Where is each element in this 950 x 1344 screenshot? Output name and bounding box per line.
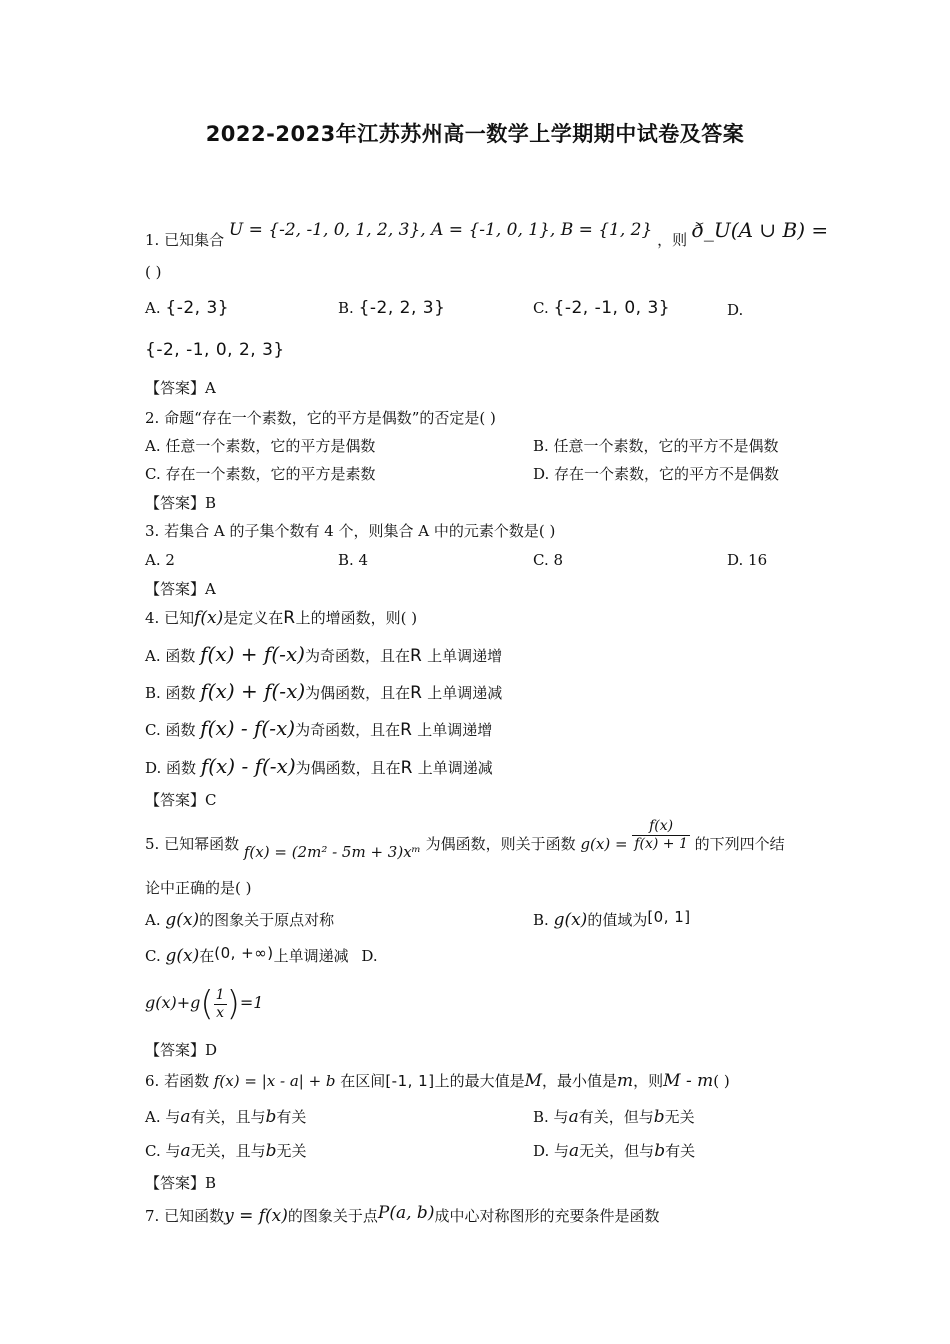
q4-stem-b: 是定义在 <box>223 609 284 627</box>
q6-c-5: 无关 <box>276 1142 307 1160</box>
q6-m: m <box>617 1071 634 1091</box>
q4-option-d <box>145 756 493 778</box>
q4-a-real: R <box>409 646 423 666</box>
q5-f-expr: f(x) = (2m² - 5m + 3)xᵐ <box>243 843 421 861</box>
q1-paren: ( ) <box>145 263 162 281</box>
q6-c-1: C. 与 <box>145 1142 181 1160</box>
q6-b-1: B. 与 <box>533 1108 569 1126</box>
q4-option-b <box>145 681 502 703</box>
q2-option-a: A. 任意一个素数，它的平方是偶数 <box>145 437 376 455</box>
q6-answer: 【答案】B <box>145 1174 217 1192</box>
q4-d-post: 上单调递减 <box>417 759 493 777</box>
q6-option-a <box>145 1107 306 1127</box>
q6-a-5: 有关 <box>276 1108 307 1126</box>
q1-option-b-label: B. <box>338 299 354 317</box>
q1-option-a <box>145 298 229 318</box>
q5-option-d <box>145 986 263 1022</box>
q5-a-pre: A. <box>145 911 161 929</box>
q4-a-mid: 为奇函数，且在 <box>304 647 410 665</box>
q4-answer: 【答案】C <box>145 791 217 809</box>
q6-c-2: a <box>180 1141 191 1161</box>
q5-c-expr: g(x) <box>165 946 200 966</box>
q4-c-expr: f(x) - f(-x) <box>200 716 296 740</box>
q5-option-b <box>533 910 691 930</box>
q4-d-mid: 为偶函数，且在 <box>295 759 401 777</box>
q5-d-label: D. <box>361 947 378 965</box>
q6-stem-a: 6. 若函数 <box>145 1072 210 1090</box>
q1-option-c-text: {-2, -1, 0, 3} <box>553 298 671 318</box>
q4-b-expr: f(x) + f(-x) <box>200 679 306 703</box>
q2-answer: 【答案】B <box>145 494 217 512</box>
q6-stem-f: ( ) <box>713 1072 730 1090</box>
q5-c-interval: (0, +∞) <box>214 944 274 962</box>
q5-b-range: [0, 1] <box>647 908 691 926</box>
q4-b-pre: B. 函数 <box>145 684 196 702</box>
q6-f-expr: f(x) = |x - a| + b <box>213 1072 336 1090</box>
q5-a-expr: g(x) <box>165 910 200 930</box>
q6-a-1: A. 与 <box>145 1108 181 1126</box>
q2-option-b: B. 任意一个素数，它的平方不是偶数 <box>533 437 779 455</box>
q6-option-d <box>533 1141 695 1161</box>
q4-a-post: 上单调递增 <box>427 647 503 665</box>
q6-d-1: D. 与 <box>533 1142 570 1160</box>
q4-c-real: R <box>400 720 413 740</box>
q4-c-pre: C. 函数 <box>145 721 196 739</box>
q6-stem-c: 上的最大值是 <box>434 1072 525 1090</box>
q1-stem-text: 1. 已知集合 <box>145 231 225 249</box>
q4-d-real: R <box>400 758 413 778</box>
q6-diff: M - m <box>663 1071 714 1091</box>
q1-option-c <box>533 298 670 318</box>
q1-option-d-text: {-2, -1, 0, 2, 3} <box>145 340 285 360</box>
q5-d-fraction <box>214 987 227 1022</box>
q5-stem-a: 5. 已知幂函数 <box>145 835 240 853</box>
q4-a-pre: A. 函数 <box>145 647 196 665</box>
q4-a-expr: f(x) + f(-x) <box>200 642 305 666</box>
q1-option-b-text: {-2, 2, 3} <box>358 298 446 318</box>
q5-d-num: 1 <box>215 986 225 1003</box>
q2-option-d: D. 存在一个素数，它的平方不是偶数 <box>533 465 780 483</box>
q6-b-2: a <box>568 1107 579 1127</box>
q4-option-c <box>145 718 492 740</box>
q6-d-2: a <box>569 1141 580 1161</box>
q1-sets-expr: U = {-2, -1, 0, 1, 2, 3}, A = {-1, 0, 1}, B = {1, 2} <box>228 220 653 240</box>
q3-option-a: A. 2 <box>145 551 175 569</box>
q2-stem: 2. 命题“存在一个素数，它的平方是偶数”的否定是( ) <box>145 409 496 427</box>
q4-d-expr: f(x) - f(-x) <box>200 754 296 778</box>
page-title: 2022-2023年江苏苏州高一数学上学期期中试卷及答案 <box>205 122 745 146</box>
q3-answer: 【答案】A <box>145 580 216 598</box>
q7-stem-b: 的图象关于点 <box>287 1207 378 1225</box>
q2-option-c: C. 存在一个素数，它的平方是素数 <box>145 465 376 483</box>
q6-b-5: 无关 <box>664 1108 695 1126</box>
q1-answer: 【答案】A <box>145 379 216 397</box>
q1-option-c-label: C. <box>533 299 549 317</box>
q5-g-fraction <box>632 818 690 853</box>
q5-answer: 【答案】D <box>145 1041 218 1059</box>
q5-d-den: x <box>216 1004 225 1021</box>
q1-stem <box>145 218 829 250</box>
q5-g-lhs: g(x) = <box>580 835 628 853</box>
q5-a-post: 的图象关于原点对称 <box>199 911 335 929</box>
q3-option-b: B. 4 <box>338 551 369 569</box>
q7-stem <box>145 1203 660 1226</box>
q6-d-4: b <box>654 1141 666 1161</box>
q6-option-c <box>145 1141 307 1161</box>
q6-b-4: b <box>653 1107 665 1127</box>
q7-stem-c: 成中心对称图形的充要条件是函数 <box>434 1207 660 1225</box>
q5-option-c <box>145 946 378 966</box>
q6-c-3: 无关，且与 <box>190 1142 266 1160</box>
q1-option-a-text: {-2, 3} <box>165 298 230 318</box>
q6-a-4: b <box>265 1107 277 1127</box>
q4-option-a <box>145 644 502 666</box>
q1-option-d-label: D. <box>727 301 744 319</box>
q4-b-real: R <box>410 683 423 703</box>
q5-d-rhs: =1 <box>239 993 264 1012</box>
q4-real-set: R <box>283 608 296 628</box>
q3-option-c: C. 8 <box>533 551 564 569</box>
q1-stem-then: ，则 <box>657 231 688 249</box>
q7-stem-a: 7. 已知函数 <box>145 1207 225 1225</box>
q6-interval: [-1, 1] <box>385 1072 435 1090</box>
q6-a-3: 有关，且与 <box>190 1108 266 1126</box>
q1-complement-expr: ð_U(A ∪ B) = <box>691 218 829 242</box>
q4-c-post: 上单调递增 <box>417 721 493 739</box>
q5-d-left-paren: ( <box>200 984 214 1024</box>
q5-g-num: f(x) <box>632 818 690 836</box>
q5-d-right-paren: ) <box>226 984 240 1024</box>
q5-option-a <box>145 910 334 930</box>
q5-stem-line2: 论中正确的是( ) <box>145 879 252 897</box>
q4-stem-a: 4. 已知 <box>145 609 195 627</box>
q6-stem-d: ，最小值是 <box>542 1072 618 1090</box>
q4-stem <box>145 608 417 628</box>
q5-b-pre: B. <box>533 911 549 929</box>
q5-c-post: 上单调递减 <box>273 947 349 965</box>
q6-M: M <box>524 1071 542 1091</box>
q5-b-expr: g(x) <box>553 910 588 930</box>
q3-option-d: D. 16 <box>727 551 768 569</box>
q5-g-den: f(x) + 1 <box>634 835 688 852</box>
q5-d-lhs: g(x)+g <box>145 993 201 1012</box>
q4-b-post: 上单调递减 <box>427 684 503 702</box>
q4-fx: f(x) <box>194 608 224 628</box>
q6-c-4: b <box>265 1141 277 1161</box>
q4-c-mid: 为奇函数，且在 <box>295 721 401 739</box>
q5-stem <box>145 817 785 861</box>
q5-c-mid: 在 <box>199 947 215 965</box>
q7-y-expr: y = f(x) <box>224 1206 288 1226</box>
q6-option-b <box>533 1107 695 1127</box>
q6-stem <box>145 1071 730 1091</box>
q3-stem: 3. 若集合 A 的子集个数有 4 个，则集合 A 中的元素个数是( ) <box>145 522 556 540</box>
q5-stem-c: 的下列四个结 <box>694 835 785 853</box>
q6-d-5: 有关 <box>665 1142 696 1160</box>
q5-b-mid: 的值域为 <box>587 911 648 929</box>
q1-option-b <box>338 298 445 318</box>
q6-b-3: 有关，但与 <box>578 1108 654 1126</box>
q1-option-d <box>145 340 285 360</box>
q7-point: P(a, b) <box>377 1203 435 1223</box>
q5-stem-b: 为偶函数，则关于函数 <box>425 835 576 853</box>
q6-stem-b: 在区间 <box>340 1072 386 1090</box>
q6-a-2: a <box>180 1107 191 1127</box>
q6-d-3: 无关，但与 <box>579 1142 655 1160</box>
q4-b-mid: 为偶函数，且在 <box>305 684 411 702</box>
q6-stem-e: ，则 <box>633 1072 664 1090</box>
q1-option-a-label: A. <box>145 299 161 317</box>
q4-stem-c: 上的增函数，则( ) <box>295 609 418 627</box>
q5-c-pre: C. <box>145 947 161 965</box>
q4-d-pre: D. 函数 <box>145 759 197 777</box>
